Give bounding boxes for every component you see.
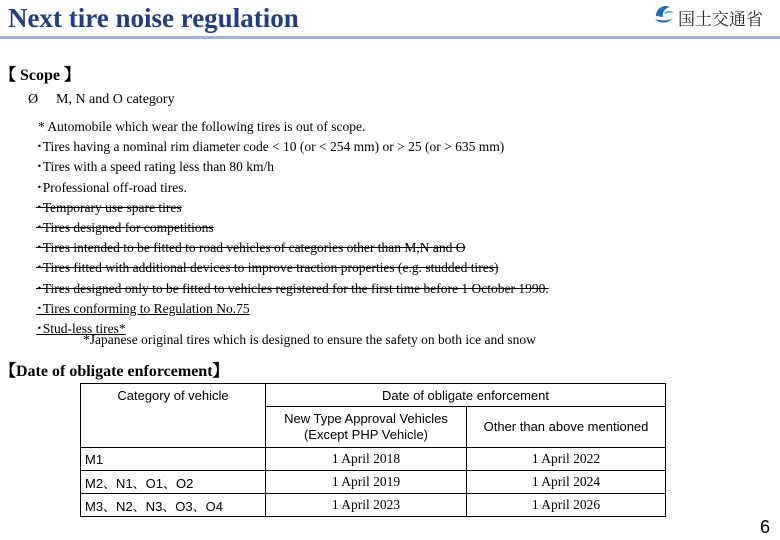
title-underline xyxy=(0,36,780,39)
studless-note: *Japanese original tires which is designed to ensure the safety on both ice and snow xyxy=(83,332,536,347)
arrow-bullet-icon: Ø xyxy=(28,92,39,107)
enforcement-table xyxy=(80,383,666,517)
scope-heading: 【 Scope 】 xyxy=(0,67,81,84)
page-title: Next tire noise regulation xyxy=(8,3,299,33)
table-row xyxy=(81,494,666,517)
row-category: M1 xyxy=(81,448,266,471)
row-new-type-date: 1 April 2019 xyxy=(266,471,467,494)
list-item-struck: ･Tires intended to be fitted to road vehicles of categories other than M,N and O xyxy=(36,240,466,256)
row-new-type-date: 1 April 2018 xyxy=(266,448,467,471)
date-header: Date of obligate enforcement xyxy=(266,384,666,407)
new-type-header-line1: New Type Approval Vehicles xyxy=(284,411,448,426)
other-header: Other than above mentioned xyxy=(467,407,666,448)
table-row xyxy=(81,448,666,471)
list-item: ･Professional off-road tires. xyxy=(36,179,187,195)
page-number: 6 xyxy=(760,517,771,537)
list-item: ･Tires having a nominal rim diameter code < 10 (or < 254 mm) or > 25 (or > 635 mm) xyxy=(36,139,505,155)
new-type-header-line2: (Except PHP Vehicle) xyxy=(303,427,429,442)
ministry-logo-text: 国土交通省 xyxy=(678,10,763,30)
category-header: Category of vehicle xyxy=(81,384,266,448)
category-bullet xyxy=(28,92,175,108)
table-row xyxy=(81,471,666,494)
row-category: M2、N1、O1、O2 xyxy=(81,471,266,494)
row-category: M3、N2、N3、O3、O4 xyxy=(81,494,266,517)
row-other-date: 1 April 2022 xyxy=(467,448,666,471)
exclusion-list xyxy=(36,117,549,339)
category-text: M, N and O category xyxy=(56,92,175,107)
list-item-underlined: ･Tires conforming to Regulation No.75 xyxy=(36,300,250,316)
row-other-date: 1 April 2026 xyxy=(467,494,666,517)
new-type-header xyxy=(266,407,467,448)
list-item-struck: ･Tires fitted with additional devices to improve traction properties (e.g. studded tires) xyxy=(36,260,499,276)
row-new-type-date: 1 April 2023 xyxy=(266,494,467,517)
row-other-date: 1 April 2024 xyxy=(467,471,666,494)
exclusion-intro: * Automobile which wear the following tires is out of scope. xyxy=(38,119,366,134)
list-item-struck: ･Temporary use spare tires xyxy=(36,199,182,215)
list-item-underlined: ･Stud-less tires* xyxy=(36,321,126,337)
enforcement-heading: 【Date of obligate enforcement】 xyxy=(0,363,229,380)
list-item-struck: ･Tires designed for competitions xyxy=(36,220,214,236)
list-item: ･Tires with a speed rating less than 80 km/h xyxy=(36,159,274,175)
list-item-struck: ･Tires designed only to be fitted to vehicles registered for the first time before 1 October 1990. xyxy=(36,280,549,296)
